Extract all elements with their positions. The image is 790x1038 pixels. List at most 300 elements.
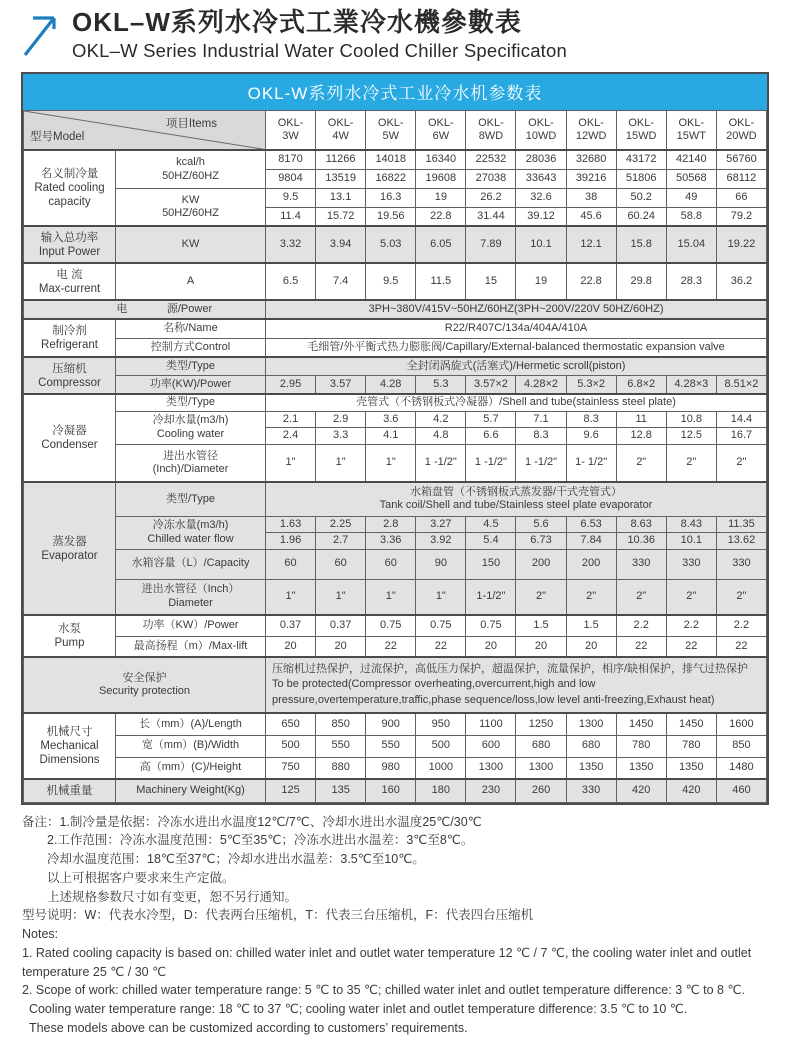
value-cell: 27038 [466, 169, 516, 188]
value-cell: 1 -1/2" [516, 444, 566, 482]
value-cell: 600 [466, 735, 516, 757]
category-cell: 机械尺寸 Mechanical Dimensions [24, 713, 116, 779]
item-cell: 控制方式Control [116, 338, 266, 357]
value-cell: 5.3 [416, 375, 466, 394]
value-cell: 16822 [366, 169, 416, 188]
value-cell: 1 -1/2" [466, 444, 516, 482]
note-line: 以上可根据客户要求来生产定做。 [22, 870, 235, 885]
value-cell: 10.1 [516, 226, 566, 263]
value-cell: 11.4 [266, 207, 316, 226]
value-cell: 2" [666, 579, 716, 615]
value-cell: 5.3×2 [566, 375, 616, 394]
value-cell: 56760 [716, 150, 766, 169]
value-cell: 38 [566, 188, 616, 207]
value-cell: 550 [316, 735, 366, 757]
value-cell: 32680 [566, 150, 616, 169]
value-cell: 7.4 [316, 263, 366, 300]
value-cell: 2.9 [316, 411, 366, 427]
value-cell: 6.05 [416, 226, 466, 263]
value-cell: 22.8 [566, 263, 616, 300]
note-line: 1. Rated cooling capacity is based on: chilled water inlet and outlet water temperature 12 ℃ / 7 ℃, the cooling water inlet and outlet [22, 945, 752, 960]
value-cell: 1300 [466, 757, 516, 779]
category-cell: 蒸发器 Evaporator [24, 482, 116, 615]
value-cell: 880 [316, 757, 366, 779]
value-cell: 22 [716, 636, 766, 657]
value-cell: 32.6 [516, 188, 566, 207]
value-cell: 4.8 [416, 428, 466, 444]
item-cell: 进出水管径（Inch） Diameter [116, 579, 266, 615]
value-cell: 2" [566, 579, 616, 615]
value-cell: 1300 [566, 713, 616, 735]
spec-row [24, 226, 767, 263]
value-cell: 33643 [516, 169, 566, 188]
value-cell: 1" [366, 579, 416, 615]
value-cell: 26.2 [466, 188, 516, 207]
note-line: 型号说明：W：代表水冷型，D：代表两台压缩机，T：代表三台压缩机，F：代表四台压缩机 [22, 908, 534, 923]
item-cell: 冷却水量(m3/h) Cooling water [116, 411, 266, 444]
value-cell: 750 [266, 757, 316, 779]
value-cell: 7.84 [566, 533, 616, 549]
value-cell: 1" [316, 444, 366, 482]
value-cell: 3.36 [366, 533, 416, 549]
value-cell: 14.4 [716, 411, 766, 427]
value-cell: 4.28×2 [516, 375, 566, 394]
value-cell: 8.43 [666, 516, 716, 532]
value-cell: 90 [416, 549, 466, 579]
merged-label-cell: 安全保护 Security protection [24, 657, 266, 713]
value-cell: 22 [666, 636, 716, 657]
category-cell: 压缩机 Compressor [24, 357, 116, 394]
split-label-left: 电 [116, 303, 128, 316]
value-cell: 0.75 [416, 615, 466, 636]
value-cell: 4.2 [416, 411, 466, 427]
item-cell: 长（mm）(A)/Length [116, 713, 266, 735]
value-cell: 850 [316, 713, 366, 735]
value-cell: 20 [566, 636, 616, 657]
notes-zh [22, 813, 768, 926]
value-cell: 1480 [716, 757, 766, 779]
value-cell: 7.89 [466, 226, 516, 263]
value-cell: 2" [516, 579, 566, 615]
value-cell: 1.96 [266, 533, 316, 549]
value-cell: 58.8 [666, 207, 716, 226]
value-cell: 1450 [666, 713, 716, 735]
spec-row [24, 579, 767, 615]
value-cell: 680 [516, 735, 566, 757]
value-cell: 3.3 [316, 428, 366, 444]
value-cell: 2.25 [316, 516, 366, 532]
value-cell: 45.6 [566, 207, 616, 226]
value-cell: 4.28 [366, 375, 416, 394]
value-cell: 420 [666, 779, 716, 802]
corner-cell [24, 110, 266, 150]
value-cell: 2.2 [666, 615, 716, 636]
spec-row [24, 411, 767, 427]
note-line: 备注：1.制冷量是依据：冷冻水进出水温度12℃/7℃、冷却水进出水温度25℃/30℃ [22, 814, 482, 829]
value-cell: 1- 1/2" [566, 444, 616, 482]
value-cell: 28036 [516, 150, 566, 169]
value-cell: 60.24 [616, 207, 666, 226]
value-cell: 850 [716, 735, 766, 757]
value-cell: 2" [616, 444, 666, 482]
value-cell: 1" [266, 579, 316, 615]
value-cell: 6.73 [516, 533, 566, 549]
value-cell: 330 [666, 549, 716, 579]
span-value-cell: 全封闭涡旋式(活塞式)/Hermetic scroll(piston) [266, 357, 767, 375]
value-cell: 51806 [616, 169, 666, 188]
spec-row [24, 150, 767, 169]
span-value-cell: 水箱盘管（不锈钢板式蒸发器/干式壳管式） Tank coil/Shell and tube/Stainless steel plate evaporator [266, 482, 767, 516]
item-cell: KW 50HZ/60HZ [116, 188, 266, 226]
value-cell: 39.12 [516, 207, 566, 226]
value-cell: 15.8 [616, 226, 666, 263]
value-cell: 1350 [616, 757, 666, 779]
category-cell: 输入总功率 Input Power [24, 226, 116, 263]
items-axis-label: 项目Items [165, 117, 217, 130]
value-cell: 330 [716, 549, 766, 579]
value-cell: 230 [466, 779, 516, 802]
brand-arrow-icon [18, 10, 62, 60]
value-cell: 1350 [666, 757, 716, 779]
spec-row [24, 779, 767, 802]
note-line: 上述规格参数尺寸如有变更，恕不另行通知。 [22, 889, 298, 904]
value-cell: 1350 [566, 757, 616, 779]
value-cell: 6.6 [466, 428, 516, 444]
value-cell: 36.2 [716, 263, 766, 300]
value-cell: 9.5 [366, 263, 416, 300]
value-cell: 10.1 [666, 533, 716, 549]
value-cell: 12.8 [616, 428, 666, 444]
value-cell: 50568 [666, 169, 716, 188]
value-cell: 1000 [416, 757, 466, 779]
value-cell: 13.62 [716, 533, 766, 549]
value-cell: 10.36 [616, 533, 666, 549]
model-header-cell: OKL- 10WD [516, 110, 566, 150]
value-cell: 5.7 [466, 411, 516, 427]
value-cell: 2.1 [266, 411, 316, 427]
spec-row [24, 444, 767, 482]
model-header-row [24, 110, 767, 150]
value-cell: 780 [616, 735, 666, 757]
value-cell: 0.37 [316, 615, 366, 636]
model-header-cell: OKL- 4W [316, 110, 366, 150]
value-cell: 5.4 [466, 533, 516, 549]
note-line: These models above can be customized according to customers’ requirements. [22, 1020, 468, 1035]
value-cell: 135 [316, 779, 366, 802]
value-cell: 16340 [416, 150, 466, 169]
value-cell: 66 [716, 188, 766, 207]
spec-row [24, 338, 767, 357]
value-cell: 20 [266, 636, 316, 657]
spec-table-container [21, 72, 769, 805]
span-value-cell: R22/R407C/134a/404A/410A [266, 319, 767, 338]
value-cell: 950 [416, 713, 466, 735]
note-line: 2. Scope of work: chilled water temperature range: 5 ℃ to 35 ℃; chilled water inlet and outlet temperature difference: 3 ℃ to 8 ℃. [22, 983, 745, 998]
note-line: Notes: [22, 927, 59, 942]
value-cell: 11266 [316, 150, 366, 169]
item-cell: 类型/Type [116, 357, 266, 375]
value-cell: 60 [366, 549, 416, 579]
value-cell: 11.35 [716, 516, 766, 532]
value-cell: 8.51×2 [716, 375, 766, 394]
value-cell: 28.3 [666, 263, 716, 300]
value-cell: 3.92 [416, 533, 466, 549]
span-value-cell: 压缩机过热保护，过流保护，高低压力保护，超温保护，流量保护，相序/缺相保护，排气过热保护 To be protected(Compressor overheating,overcurrent,high and low pressure,overtemperature,traffic,phase sequence/loss,low level anti-freezing,Exhaust heat) [266, 657, 767, 713]
value-cell: 200 [516, 549, 566, 579]
value-cell: 0.75 [366, 615, 416, 636]
value-cell: 900 [366, 713, 416, 735]
item-cell: 冷冻水量(m3/h) Chilled water flow [116, 516, 266, 549]
value-cell: 22 [416, 636, 466, 657]
value-cell: 9.6 [566, 428, 616, 444]
value-cell: 5.03 [366, 226, 416, 263]
span-value-cell: 毛细管/外平衡式热力膨胀阀/Capillary/External-balanced thermostatic expansion valve [266, 338, 767, 357]
value-cell: 1600 [716, 713, 766, 735]
spec-row [24, 357, 767, 375]
value-cell: 125 [266, 779, 316, 802]
value-cell: 8170 [266, 150, 316, 169]
value-cell: 980 [366, 757, 416, 779]
notes-block [22, 813, 768, 1038]
value-cell: 2" [616, 579, 666, 615]
category-cell: 名义制冷量 Rated cooling capacity [24, 150, 116, 226]
value-cell: 1" [366, 444, 416, 482]
value-cell: 1.5 [516, 615, 566, 636]
value-cell: 1100 [466, 713, 516, 735]
value-cell: 0.75 [466, 615, 516, 636]
value-cell: 0.37 [266, 615, 316, 636]
value-cell: 68112 [716, 169, 766, 188]
value-cell: 19.22 [716, 226, 766, 263]
value-cell: 5.6 [516, 516, 566, 532]
item-cell: KW [116, 226, 266, 263]
value-cell: 12.1 [566, 226, 616, 263]
value-cell: 11.5 [416, 263, 466, 300]
item-cell: 高（mm）(C)/Height [116, 757, 266, 779]
value-cell: 1" [316, 579, 366, 615]
model-header-cell: OKL- 12WD [566, 110, 616, 150]
value-cell: 15.04 [666, 226, 716, 263]
spec-row [24, 300, 767, 319]
note-line: temperature 25 ℃ / 30 ℃ [22, 964, 167, 979]
item-cell: 类型/Type [116, 394, 266, 411]
item-cell: 功率(KW)/Power [116, 375, 266, 394]
value-cell: 2.7 [316, 533, 366, 549]
value-cell: 16.3 [366, 188, 416, 207]
value-cell: 1" [416, 579, 466, 615]
value-cell: 9.5 [266, 188, 316, 207]
value-cell: 20 [466, 636, 516, 657]
model-header-cell: OKL- 20WD [716, 110, 766, 150]
value-cell: 3.94 [316, 226, 366, 263]
value-cell: 1 -1/2" [416, 444, 466, 482]
value-cell: 14018 [366, 150, 416, 169]
item-cell: kcal/h 50HZ/60HZ [116, 150, 266, 188]
value-cell: 4.28×3 [666, 375, 716, 394]
value-cell: 8.3 [566, 411, 616, 427]
spec-row [24, 263, 767, 300]
value-cell: 2.8 [366, 516, 416, 532]
model-header-cell: OKL- 6W [416, 110, 466, 150]
value-cell: 19.56 [366, 207, 416, 226]
span-value-cell: 壳管式（不锈钢板式冷凝器）/Shell and tube(stainless steel plate) [266, 394, 767, 411]
value-cell: 420 [616, 779, 666, 802]
split-label-right: 源/Power [166, 303, 213, 316]
value-cell: 3.32 [266, 226, 316, 263]
value-cell: 20 [516, 636, 566, 657]
value-cell: 330 [566, 779, 616, 802]
model-header-cell: OKL- 8WD [466, 110, 516, 150]
value-cell: 2" [716, 444, 766, 482]
split-label-cell [24, 300, 266, 319]
value-cell: 2" [666, 444, 716, 482]
value-cell: 3.57×2 [466, 375, 516, 394]
model-axis-label: 型号Model [30, 131, 85, 144]
spec-table-body [24, 110, 767, 802]
value-cell: 19608 [416, 169, 466, 188]
value-cell: 16.7 [716, 428, 766, 444]
model-header-cell: OKL- 15WT [666, 110, 716, 150]
item-cell: Machinery Weight(Kg) [116, 779, 266, 802]
value-cell: 260 [516, 779, 566, 802]
value-cell: 150 [466, 549, 516, 579]
category-cell: 机械重量 [24, 779, 116, 802]
value-cell: 60 [316, 549, 366, 579]
spec-row [24, 636, 767, 657]
value-cell: 15 [466, 263, 516, 300]
category-cell: 水泵 Pump [24, 615, 116, 657]
spec-row [24, 394, 767, 411]
spec-row [24, 757, 767, 779]
model-header-cell: OKL- 5W [366, 110, 416, 150]
value-cell: 550 [366, 735, 416, 757]
category-cell: 制冷剂 Refrigerant [24, 319, 116, 357]
category-cell: 电 流 Max-current [24, 263, 116, 300]
value-cell: 79.2 [716, 207, 766, 226]
model-header-cell: OKL- 15WD [616, 110, 666, 150]
value-cell: 1450 [616, 713, 666, 735]
value-cell: 2.2 [716, 615, 766, 636]
spec-row [24, 375, 767, 394]
value-cell: 3.6 [366, 411, 416, 427]
value-cell: 6.5 [266, 263, 316, 300]
value-cell: 4.5 [466, 516, 516, 532]
spec-row [24, 319, 767, 338]
value-cell: 2.95 [266, 375, 316, 394]
item-cell: 名称/Name [116, 319, 266, 338]
value-cell: 49 [666, 188, 716, 207]
value-cell: 500 [266, 735, 316, 757]
value-cell: 650 [266, 713, 316, 735]
value-cell: 180 [416, 779, 466, 802]
value-cell: 10.8 [666, 411, 716, 427]
value-cell: 2.4 [266, 428, 316, 444]
value-cell: 1.63 [266, 516, 316, 532]
table-banner-title: OKL-W系列水冷式工业冷水机参数表 [23, 74, 767, 110]
value-cell: 460 [716, 779, 766, 802]
category-cell: 冷凝器 Condenser [24, 394, 116, 482]
value-cell: 8.3 [516, 428, 566, 444]
value-cell: 31.44 [466, 207, 516, 226]
note-line: Cooling water temperature range: 18 ℃ to 37 ℃; cooling water inlet and outlet temperature difference: 3.5 ℃ to 10 ℃. [22, 1002, 688, 1017]
value-cell: 6.8×2 [616, 375, 666, 394]
value-cell: 780 [666, 735, 716, 757]
item-cell: 功率（KW）/Power [116, 615, 266, 636]
item-cell: 最高扬程（m）/Max-lift [116, 636, 266, 657]
item-cell: 进出水管径 (Inch)/Diameter [116, 444, 266, 482]
value-cell: 22 [366, 636, 416, 657]
spec-table [23, 110, 767, 803]
item-cell: 宽（mm）(B)/Width [116, 735, 266, 757]
value-cell: 50.2 [616, 188, 666, 207]
value-cell: 20 [316, 636, 366, 657]
value-cell: 15.72 [316, 207, 366, 226]
value-cell: 330 [616, 549, 666, 579]
spec-row [24, 657, 767, 713]
page-header [0, 0, 790, 64]
value-cell: 200 [566, 549, 616, 579]
value-cell: 1300 [516, 757, 566, 779]
value-cell: 500 [416, 735, 466, 757]
value-cell: 8.63 [616, 516, 666, 532]
value-cell: 60 [266, 549, 316, 579]
value-cell: 13.1 [316, 188, 366, 207]
value-cell: 42140 [666, 150, 716, 169]
spec-row [24, 713, 767, 735]
spec-row [24, 615, 767, 636]
value-cell: 4.1 [366, 428, 416, 444]
item-cell: 类型/Type [116, 482, 266, 516]
item-cell: A [116, 263, 266, 300]
note-line: 冷却水温度范围：18℃至37℃；冷却水进出水温差：3.5℃至10℃。 [22, 852, 425, 867]
value-cell: 2" [716, 579, 766, 615]
value-cell: 6.53 [566, 516, 616, 532]
value-cell: 11 [616, 411, 666, 427]
value-cell: 13519 [316, 169, 366, 188]
spec-row [24, 516, 767, 532]
value-cell: 22 [616, 636, 666, 657]
value-cell: 1" [266, 444, 316, 482]
value-cell: 1.5 [566, 615, 616, 636]
item-cell: 水箱容量（L）/Capacity [116, 549, 266, 579]
page-title-zh: OKL–W系列水冷式工業冷水機參數表 [72, 7, 522, 37]
value-cell: 1250 [516, 713, 566, 735]
page-title-en: OKL–W Series Industrial Water Cooled Chiller Specificaton [72, 39, 568, 61]
value-cell: 43172 [616, 150, 666, 169]
value-cell: 12.5 [666, 428, 716, 444]
value-cell: 7.1 [516, 411, 566, 427]
value-cell: 680 [566, 735, 616, 757]
value-cell: 160 [366, 779, 416, 802]
value-cell: 3.57 [316, 375, 366, 394]
model-header-cell: OKL- 3W [266, 110, 316, 150]
span-value-cell: 3PH~380V/415V~50HZ/60HZ(3PH~200V/220V 50HZ/60HZ) [266, 300, 767, 319]
spec-row [24, 735, 767, 757]
spec-row [24, 188, 767, 207]
value-cell: 1-1/2" [466, 579, 516, 615]
note-line: 2.工作范围：冷冻水温度范围：5℃至35℃；冷冻水进出水温差：3℃至8℃。 [22, 833, 474, 848]
value-cell: 19 [516, 263, 566, 300]
value-cell: 9804 [266, 169, 316, 188]
value-cell: 39216 [566, 169, 616, 188]
value-cell: 22.8 [416, 207, 466, 226]
value-cell: 22532 [466, 150, 516, 169]
value-cell: 2.2 [616, 615, 666, 636]
notes-en [22, 925, 768, 1038]
value-cell: 3.27 [416, 516, 466, 532]
value-cell: 19 [416, 188, 466, 207]
spec-row [24, 482, 767, 516]
